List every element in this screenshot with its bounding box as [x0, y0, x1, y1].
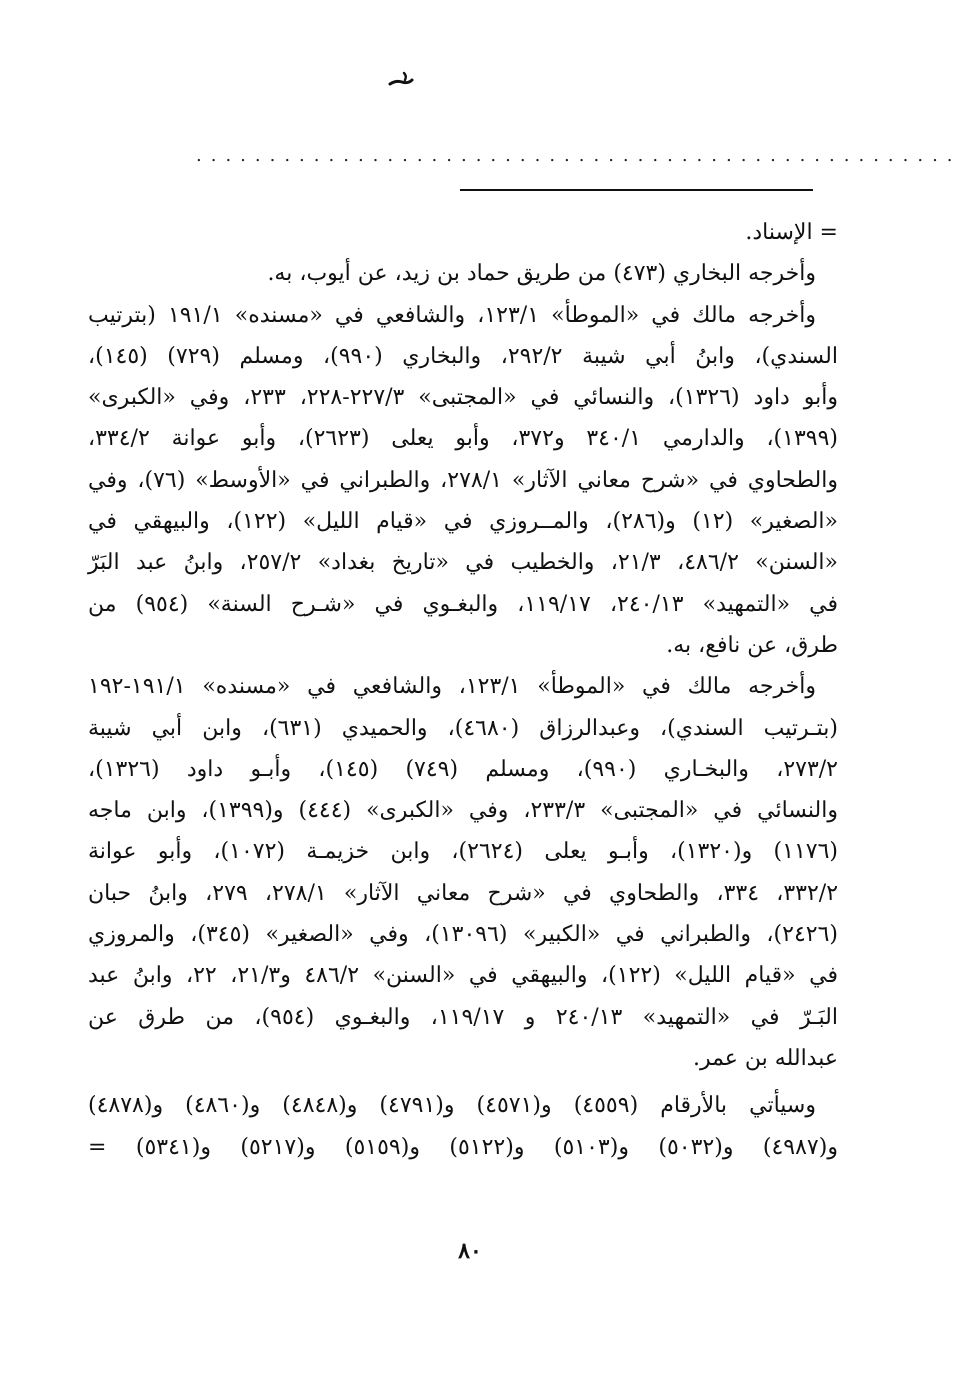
text-line: (١١٧٦) و(١٣٢٠)، وأبـو يعلى (٢٦٢٤)، وابن خزيمـة (١٠٧٢)، وأبو عوانة: [88, 839, 838, 865]
paragraph-isnad-continuation: [88, 212, 838, 253]
text-line: والطحاوي في «شرح معاني الآثار» ٢٧٨/١، والطبراني في «الأوسط» (٧٦)، وفي: [88, 467, 838, 493]
paragraph-cross-references: [88, 1085, 838, 1168]
text-line: وأبو داود (١٣٢٦)، والنسائي في «المجتبى» ٢٢٧/٣-٢٢٨، ٢٣٣، وفي «الكبرى»: [88, 385, 839, 411]
text-line: في «قيام الليل» (١٢٢)، والبيهقي في «السنن» ٤٨٦/٢ و٢١/٣، ٢٢، وابنُ عبد: [88, 963, 838, 989]
text-line: وسيأتي بالأرقام (٤٥٥٩) و(٤٥٧١) و(٤٧٩١) و(٤٨٤٨) و(٤٨٦٠) و(٤٨٧٨): [88, 1093, 816, 1119]
text-line: وأخرجه البخاري (٤٧٣) من طريق حماد بن زيد، عن أيوب، به.: [267, 261, 816, 287]
paragraph-nafi-routes: [88, 295, 838, 667]
text-line: (١٣٩٩)، والدارمي ٣٤٠/١ و٣٧٢، وأبو يعلى (٢٦٢٣)، وأبو عوانة ٣٣٤/٢،: [88, 426, 839, 452]
text-line: «الصغير» (١٢) و(٢٨٦)، والمــروزي في «قيام الليل» (١٢٢)، والبيهقي في: [88, 509, 838, 535]
text-line: (بتـرتيب السندي)، وعبدالرزاق (٤٦٨٠)، والحميدي (٦٣١)، وابن أبي شيبة: [88, 715, 838, 741]
text-line: (٢٤٢٦)، والطبراني في «الكبير» (١٣٠٩٦)، وفي «الصغير» (٣٤٥)، والمروزي: [88, 922, 838, 948]
paragraph-abdullah-routes: [88, 666, 838, 1079]
text-line: طرق، عن نافع، به.: [666, 632, 838, 658]
text-line: ٢٧٣/٢، والبخـاري (٩٩٠)، ومسلم (٧٤٩) (١٤٥)، وأبـو داود (١٣٢٦)،: [88, 756, 838, 782]
text-line: عبدالله بن عمر.: [692, 1045, 838, 1071]
footnote-rule: [460, 189, 813, 191]
dotted-separator: ....................................................: [196, 145, 962, 166]
paragraph-bukhari: [88, 253, 838, 294]
text-line: = الإسناد.: [745, 220, 838, 245]
header-ornament-icon: [388, 70, 414, 90]
page-number: ٨٠: [458, 1238, 482, 1264]
text-line: وأخرجه مالك في «الموطأ» ١٢٣/١، والشافعي في «مسنده» ١٩١/١ (بترتيب: [88, 302, 816, 328]
footnote-text: [88, 212, 838, 1168]
text-line: البَـرّ في «التمهيد» ٢٤٠/١٣ و ١١٩/١٧، والبغـوي (٩٥٤)، من طرق عن: [88, 1004, 838, 1030]
text-line: وأخرجه مالك في «الموطأ» ١٢٣/١، والشافعي في «مسنده» ١٩١/١-١٩٢: [88, 674, 816, 700]
text-line: «السنن» ٤٨٦/٢، ٢١/٣، والخطيب في «تاريخ بغداد» ٢٥٧/٢، وابنُ عبد البَرّ: [88, 550, 839, 576]
text-line: و(٤٩٨٧) و(٥٠٣٢) و(٥١٠٣) و(٥١٢٢) و(٥١٥٩) و(٥٢١٧) و(٥٣٤١) =: [88, 1134, 838, 1160]
text-line: والنسائي في «المجتبى» ٢٣٣/٣، وفي «الكبرى» (٤٤٤) و(١٣٩٩)، وابن ماجه: [88, 798, 838, 824]
text-line: السندي)، وابنُ أبي شيبة ٢٩٢/٢، والبخاري (٩٩٠)، ومسلم (٧٢٩) (١٤٥)،: [88, 343, 838, 369]
text-line: في «التمهيد» ٢٤٠/١٣، ١١٩/١٧، والبغـوي في «شـرح السنة» (٩٥٤) من: [88, 591, 838, 617]
text-line: ٣٣٢/٢، ٣٣٤، والطحاوي في «شرح معاني الآثار» ٢٧٨/١، ٢٧٩، وابنُ حبان: [88, 880, 839, 906]
